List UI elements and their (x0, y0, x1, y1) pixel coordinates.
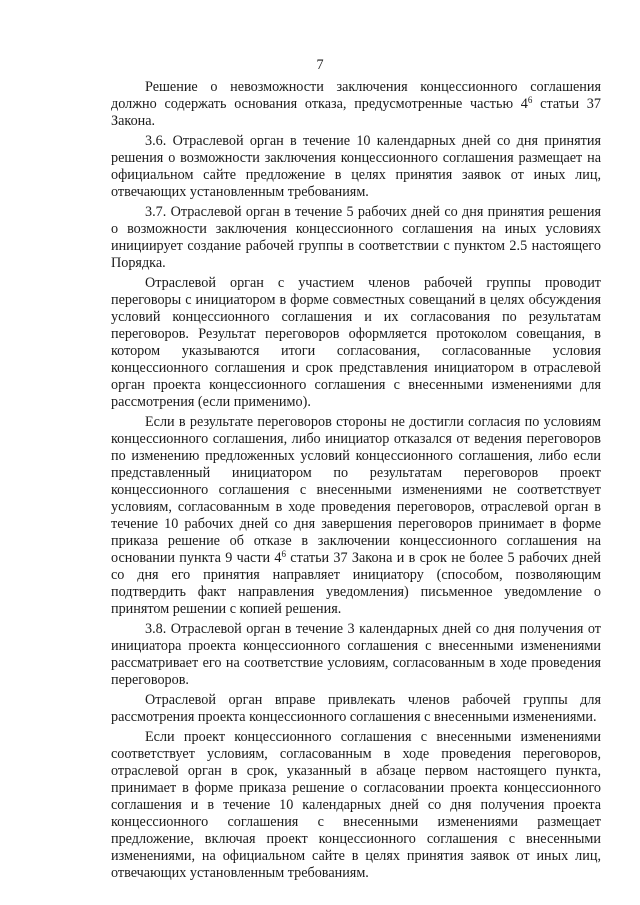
paragraph-3-7: 3.7. Отраслевой орган в течение 5 рабочих дней со дня принятия решения о возможности заключения концессионного соглашения на иных условиях инициирует создание рабочей группы в соответствии с пунктом 2.5 настоящего Порядка. (111, 204, 601, 271)
paragraph-3-8: 3.8. Отраслевой орган в течение 3 календарных дней со дня получения от инициатора проекта концессионного соглашения с внесенными изменениями рассматривает его на соответствие условиям, согласованным в ходе проведения переговоров. (111, 621, 601, 688)
paragraph-approval: Если проект концессионного соглашения с внесенными изменениями соответствует условиям, согласованным в ходе проведения переговоров, отраслевой орган в срок, указанный в абзаце первом настоящего пункта, принимает в форме приказа решение о согласовании проекта концессионного соглашения и в течение 10 календарных дней со дня получения проекта концессионного соглашения с внесенными изменениями размещает предложение, включая проект концессионного соглашения с внесенными изменениями, на официальном сайте в целях принятия заявок от иных лиц, отвечающих установленным требованиям. (111, 729, 601, 881)
paragraph-working-group: Отраслевой орган вправе привлекать членов рабочей группы для рассмотрения проекта концессионного соглашения с внесенными изменениями. (111, 692, 601, 725)
paragraph-no-agreement: Если в результате переговоров стороны не достигли согласия по условиям концессионного соглашения, либо инициатор отказался от ведения переговоров по изменению предложенных условий концессионного соглашения, либо если представленный инициатором по результатам переговоров проект концессионного соглашения с внесенными изменениями не соответствует условиям, согласованным в ходе проведения переговоров, отраслевой орган в течение 10 рабочих дней со дня завершения переговоров принимает в форме приказа решение об отказе в заключении концессионного соглашения на основании пункта 9 части $4^6$ статьи 37 Закона и в срок не более 5 рабочих дней со дня его принятия направляет инициатору (способом, позволяющим подтвердить факт направления уведомления) письменное уведомление о принятом решении с копией решения. (111, 414, 601, 617)
paragraph-refusal-grounds: Решение о невозможности заключения концессионного соглашения должно содержать основания отказа, предусмотренные частью $4^6$ статьи 37 Закона. (111, 79, 601, 129)
document-body (111, 79, 601, 885)
paragraph-negotiations: Отраслевой орган с участием членов рабочей группы проводит переговоры с инициатором в форме совместных совещаний в целях обсуждения условий концессионного соглашения и их согласования по результатам переговоров. Результат переговоров оформляется протоколом совещания, в котором указываются итоги согласования, согласованные условия концессионного соглашения и срок представления инициатором в отраслевой орган проекта концессионного соглашения с внесенными изменениями для рассмотрения (если применимо). (111, 275, 601, 410)
superscript: 6 (527, 95, 533, 105)
superscript: 6 (281, 549, 286, 559)
paragraph-3-6: 3.6. Отраслевой орган в течение 10 календарных дней со дня принятия решения о возможности заключения концессионного соглашения размещает на официальном сайте предложение в целях принятия заявок от иных лиц, отвечающих установленным требованиям. (111, 133, 601, 200)
page-number: 7 (316, 57, 324, 73)
